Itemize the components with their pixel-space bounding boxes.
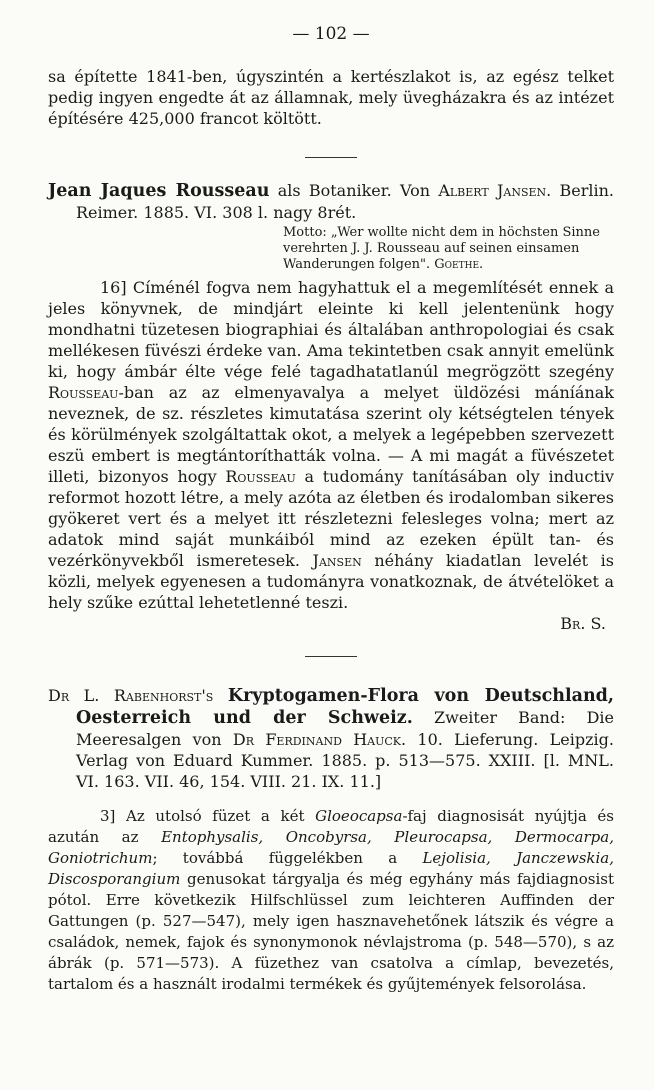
review-header: Jean Jaques Rousseau als Botaniker. Von Albert Jansen. Berlin. Reimer. 1885. VI. 308 l. nagy 8rét.: [48, 181, 615, 222]
book-title: Jean Jaques Rousseau: [48, 181, 270, 201]
section-divider: [305, 656, 357, 657]
page: [48, 24, 614, 995]
book-author: Albert Jansen: [438, 181, 547, 200]
paragraph-continuation: sa építette 1841-ben, úgyszintén a kertészlakot is, az egész telket pedig ingyen engedte át az államnak, mely üvegházakra és az intézet építésére 425,000 francot költött.: [48, 67, 614, 128]
signature: Br. S.: [560, 614, 606, 633]
review-header: Dr L. Rabenhorst's Kryptogamen-Flora von Deutschland, Oesterreich und der Schweiz. Zweiter Band: Die Meeresalgen von Dr Ferdinand Hauck. 10. Lieferung. Leipzig. Verlag von Eduard Kummer. 1885. p. 513—575. XXIII. [l. MNL. VI. 163. VII. 46, 154. VIII. 21. IX. 11.]: [48, 686, 615, 791]
book-title: Kryptogamen-Flora von Deutschland, Oesterreich und der Schweiz.: [76, 686, 614, 728]
review-body: 16] Címénél fogva nem hagyhattuk el a megemlítését ennek a jeles könyvnek, de mindjárt eleinte ki kell jelentenünk hogy mondhatni tüzetesen biographiai és általában anthropologiai és csak mellékesen füvészi érdeke van. Ama tekintetben csak annyit emelünk ki, hogy ámbár élte vége felé tagadhatatlanúl megrögzött szegény Rousseau-ban az az elmenyavalya a melyet üldözési máníának neveznek, de sz. részletes kimutatása szerint oly kétségtelen tények és körülmények szolgáltattak okot, a melyek a legépebben szervezett eszü embert is megtántoríthatták volna. — A mi magát a füvészetet illeti, bizonyos hogy Rousseau a tudomány tanításában oly inductiv reformot hozott létre, a mely azóta az életben és irodalomban sikeres gyökeret vert és a melyet itt részletezni felesleges volna; mert az adatok mind saját munkáiból mind az ezeken épült tan- és vezérkönyvekből ismeretesek. Jansen néhány kiadatlan levelét is közli, melyek egyenesen a tudományra vonatkoznak, de átvételöket a hely szűke ezúttal lehetetlenné teszi.: [48, 278, 614, 612]
motto: Motto: „Wer wollte nicht dem in höchsten Sinne verehrten J. J. Rousseau auf seinen einsamen Wanderungen folgen". Goethe.: [283, 225, 600, 272]
review-body: 3] Az utolsó füzet a két Gloeocapsa-faj diagnosisát nyújtja és azután az Entophysalis, Oncobyrsa, Pleurocapsa, Dermocarpa, Goniotrichum; továbbá függelékben a Lejolisia, Janczewskia, Discosporangium genusokat tárgyalja és még egyhány más fajdiagnosist pótol. Erre következik Hilfschlüssel zum leichteren Auffinden der Gattungen (p. 527—547), mely igen hasznavehetőnek látszik és végre a családok, nemek, fajok és synonymonok névlajstroma (p. 548—570), s az ábrák (p. 571—573). A füzethez van csatolva a címlap, bevezetés, tartalom és a használt irodalmi termékek és gyűjtemények felsorolása.: [48, 807, 614, 993]
signature-line: [48, 613, 614, 634]
section-divider: [305, 157, 357, 158]
page-number: — 102 —: [292, 24, 370, 44]
book-author: Dr Ferdinand Hauck: [232, 730, 402, 749]
